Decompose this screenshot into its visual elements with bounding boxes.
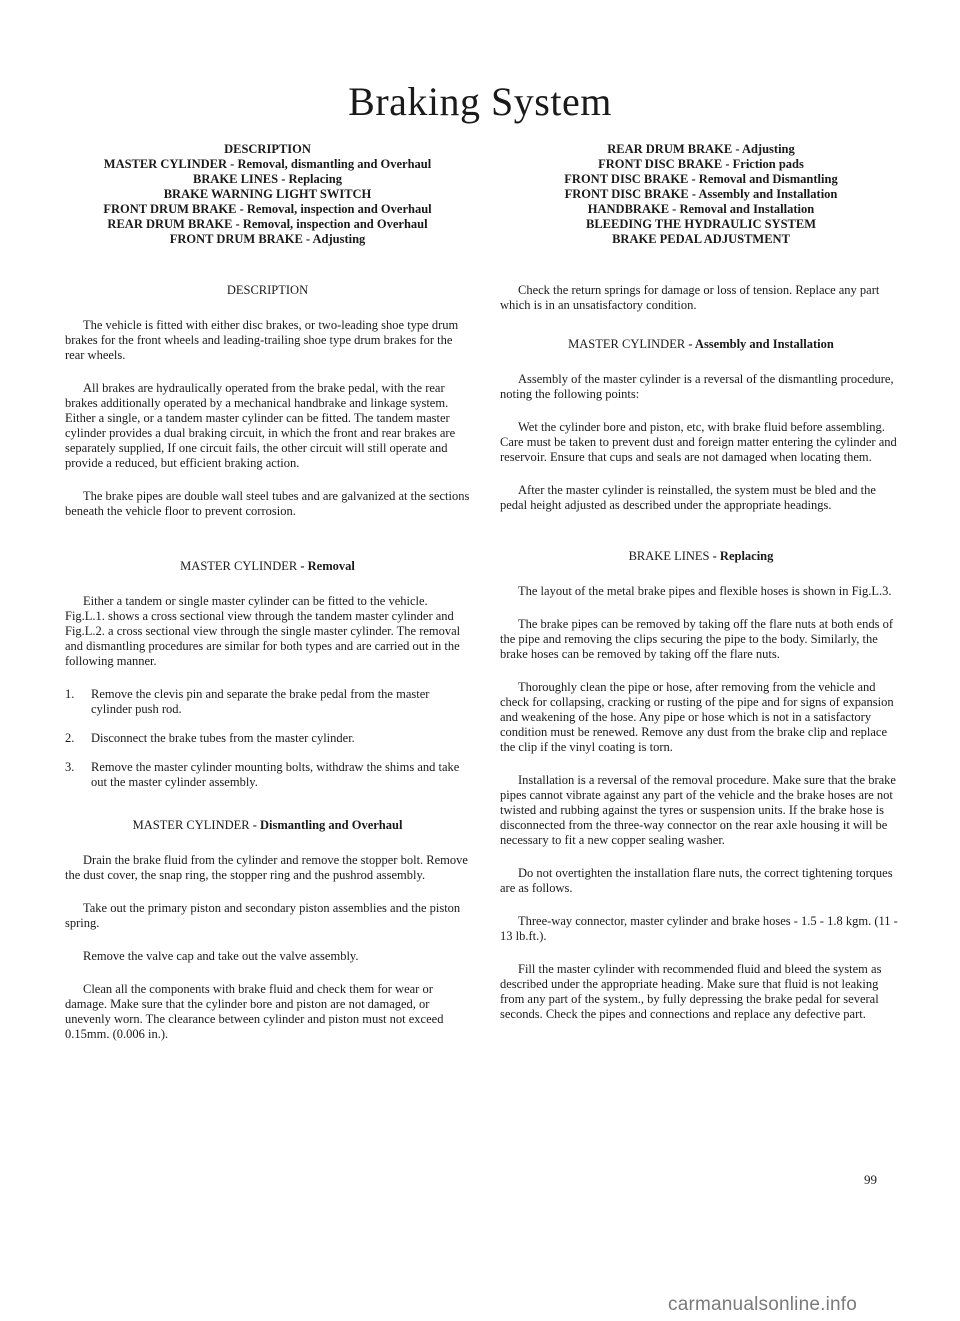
toc-item: REAR DRUM BRAKE - Removal, inspection and Overhaul bbox=[107, 217, 428, 231]
toc-item: BRAKE WARNING LIGHT SWITCH bbox=[163, 187, 372, 201]
toc-item: BLEEDING THE HYDRAULIC SYSTEM bbox=[585, 217, 817, 231]
step-text: Remove the master cylinder mounting bolts, withdraw the shims and take out the master cylinder assembly. bbox=[91, 760, 460, 789]
toc-item: FRONT DISC BRAKE - Assembly and Installation bbox=[564, 187, 838, 201]
brake-lines-paragraph: Thoroughly clean the pipe or hose, after removing from the vehicle and check for collapsing, cracking or rusting of the pipe and for signs of expansion and weakening of the hose. Any pipe or hose which is not in a satisfactory condition must be renewed. Remove any dust from the brake clip and replace the clip if the vinyl coating is torn. bbox=[500, 680, 894, 754]
brake-lines-paragraph: Do not overtighten the installation flare nuts, the correct tightening torques are as follows. bbox=[500, 866, 893, 895]
list-item bbox=[65, 687, 470, 717]
assembly-heading-main: MASTER CYLINDER bbox=[568, 337, 686, 351]
dismantling-heading-main: MASTER CYLINDER bbox=[132, 818, 250, 832]
toc-item: BRAKE LINES - Replacing bbox=[193, 172, 342, 186]
brake-lines-paragraph: Fill the master cylinder with recommended fluid and bleed the system as described under the appropriate heading. Make sure that fluid is not leaking from any part of the system., by fully depressing the brake pedal for several seconds. Check the pipes and connections and replace any defective part. bbox=[500, 962, 882, 1021]
description-paragraph: All brakes are hydraulically operated from the brake pedal, with the rear brakes additionally operated by a mechanical handbrake and linkage system. Either a single, or a tandem master cylinder can be fitted. The tandem master cylinder provides a dual braking circuit, in which the front and rear brakes are separately supplied, If one circuit fails, the other circuit will still operate and provide a reduced, but efficient braking action. bbox=[65, 381, 456, 470]
step-text: Remove the clevis pin and separate the brake pedal from the master cylinder push rod. bbox=[91, 687, 430, 716]
page-title: Braking System bbox=[348, 79, 612, 124]
removal-paragraph: Either a tandem or single master cylinder can be fitted to the vehicle. Fig.L.1. shows a cross sectional view through the tandem master cylinder and Fig.L.2. a cross sectional view through the single master cylinder. The removal and dismantling procedures are similar for both types and are carried out in the following manner. bbox=[65, 594, 461, 668]
assembly-heading-sub: - Assembly and Installation bbox=[685, 337, 834, 351]
step-number: 2. bbox=[65, 731, 75, 745]
assembly-heading bbox=[500, 337, 902, 352]
dismantling-heading-sub: - Dismantling and Overhaul bbox=[249, 818, 403, 832]
dismantling-heading bbox=[65, 818, 470, 833]
removal-heading-main: MASTER CYLINDER bbox=[180, 559, 298, 573]
brake-lines-heading-main: BRAKE LINES bbox=[628, 549, 710, 563]
dismantling-paragraph: Drain the brake fluid from the cylinder and remove the stopper bolt. Remove the dust cover, the snap ring, the stopper ring and the pushrod assembly. bbox=[65, 853, 468, 882]
step-number: 3. bbox=[65, 760, 75, 774]
removal-steps bbox=[65, 687, 470, 790]
watermark: carmanualsonline.info bbox=[668, 1294, 858, 1315]
toc-item: FRONT DISC BRAKE - Removal and Dismantling bbox=[564, 172, 838, 186]
step-number: 1. bbox=[65, 687, 75, 701]
torque-specification: Three-way connector, master cylinder and brake hoses - 1.5 - 1.8 kgm. (11 - 13 lb.ft.). bbox=[500, 914, 898, 943]
brake-lines-paragraph: The layout of the metal brake pipes and flexible hoses is shown in Fig.L.3. bbox=[518, 584, 892, 598]
toc-item: MASTER CYLINDER - Removal, dismantling and Overhaul bbox=[103, 157, 432, 171]
description-heading: DESCRIPTION bbox=[226, 283, 309, 297]
brake-lines-paragraph: Installation is a reversal of the removal procedure. Make sure that the brake pipes cannot vibrate against any part of the vehicle and the brake hoses are not twisted and rubbing against the tyres or suspension units. If the brake hose is disconnected from the three-way connector on the rear axle housing it will be necessary to fit a new copper sealing washer. bbox=[500, 773, 896, 847]
dismantling-paragraph: Clean all the components with brake fluid and check them for wear or damage. Make sure that the cylinder bore and piston are not damaged, or unevenly worn. The clearance between cylinder and piston must not exceed 0.15mm. (0.006 in.). bbox=[65, 982, 444, 1041]
right-column bbox=[500, 142, 902, 1022]
toc-item: FRONT DISC BRAKE - Friction pads bbox=[598, 157, 804, 171]
intro-paragraph: Check the return springs for damage or loss of tension. Replace any part which is in an unsatisfactory condition. bbox=[500, 283, 880, 312]
brake-lines-paragraph: The brake pipes can be removed by taking off the flare nuts at both ends of the pipe and removing the clips securing the pipe to the body. Similarly, the brake hoses can be removed by taking off the flare nuts. bbox=[500, 617, 893, 661]
toc-item: HANDBRAKE - Removal and Installation bbox=[587, 202, 815, 216]
left-column bbox=[65, 142, 470, 1042]
removal-heading-sub: - Removal bbox=[297, 559, 355, 573]
removal-heading bbox=[65, 559, 470, 574]
brake-lines-heading bbox=[500, 549, 902, 564]
assembly-paragraph: Wet the cylinder bore and piston, etc, with brake fluid before assembling. Care must be taken to prevent dust and foreign matter entering the cylinder and reservoir. Ensure that cups and seals are not damaged when locating them. bbox=[500, 420, 897, 464]
page-number: 99 bbox=[864, 1172, 877, 1187]
assembly-paragraph: After the master cylinder is reinstalled, the system must be bled and the pedal height adjusted as described under the appropriate headings. bbox=[500, 483, 876, 512]
dismantling-paragraph: Take out the primary piston and secondary piston assemblies and the piston spring. bbox=[65, 901, 461, 930]
toc-item: DESCRIPTION bbox=[224, 142, 311, 156]
description-paragraph: The brake pipes are double wall steel tubes and are galvanized at the sections beneath the vehicle floor to prevent corrosion. bbox=[65, 489, 470, 518]
toc-item: BRAKE PEDAL ADJUSTMENT bbox=[612, 232, 790, 246]
brake-lines-heading-sub: - Replacing bbox=[709, 549, 774, 563]
step-text: Disconnect the brake tubes from the master cylinder. bbox=[91, 731, 355, 745]
dismantling-paragraph: Remove the valve cap and take out the valve assembly. bbox=[83, 949, 359, 963]
toc-item: FRONT DRUM BRAKE - Adjusting bbox=[169, 232, 366, 246]
contents-list-left bbox=[65, 142, 470, 247]
list-item bbox=[65, 760, 470, 790]
list-item bbox=[65, 731, 470, 746]
contents-list-right bbox=[500, 142, 902, 247]
description-paragraph: The vehicle is fitted with either disc brakes, or two-leading shoe type drum brakes for the front wheels and leading-trailing shoe type drum brakes for the rear wheels. bbox=[65, 318, 459, 362]
toc-item: REAR DRUM BRAKE - Adjusting bbox=[607, 142, 795, 156]
assembly-paragraph: Assembly of the master cylinder is a reversal of the dismantling procedure, noting the following points: bbox=[500, 372, 894, 401]
toc-item: FRONT DRUM BRAKE - Removal, inspection and Overhaul bbox=[103, 202, 432, 216]
